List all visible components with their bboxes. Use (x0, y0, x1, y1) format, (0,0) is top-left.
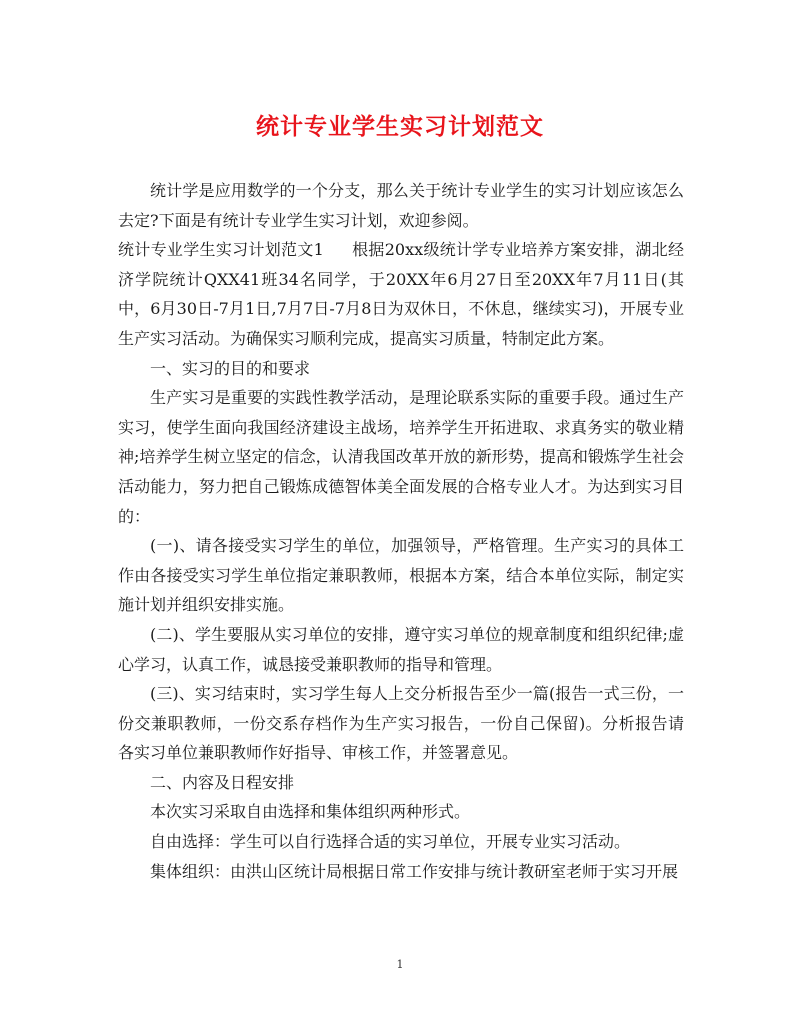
section-heading: 一、实习的目的和要求 (150, 358, 311, 378)
document-title: 统计专业学生实习计划范文 (256, 114, 544, 140)
paragraph: (三)、实习结束时，实习学生每人上交分析报告至少一篇(报告一式三份，一份交兼职教师，一份交系存档作为生产实习报告，一份自己保留)。分析报告请各实习单位兼职教师作好指导、审核工作，并签署意见。 (118, 684, 684, 763)
paragraph: (二)、学生要服从实习单位的安排，遵守实习单位的规章制度和组织纪律;虚心学习，认真工作，诚恳接受兼职教师的指导和管理。 (118, 624, 684, 674)
paragraph (118, 235, 684, 353)
paragraph: 本次实习采取自由选择和集体组织两种形式。 (150, 802, 471, 822)
page-number: 1 (396, 958, 404, 971)
paragraph-text: 根据20xx级统计学专业培养方案安排，湖北经济学院统计QXX41班34名同学，于20XX年6月27日至20XX年7月11日(其中，6月30日-7月1日,7月7日-7月8日为双休日，不休息，继续实习)，开展专业生产实习活动。为确保实习顺利完成，提高实习质量，特制定此方案。 (118, 240, 684, 348)
section-heading: 二、内容及日程安排 (150, 772, 295, 792)
paragraph: (一)、请各接受实习学生的单位，加强领导，严格管理。生产实习的具体工作由各接受实习学生单位指定兼职教师，根据本方案，结合本单位实际，制定实施计划并组织安排实施。 (118, 536, 684, 615)
paragraph: 自由选择：学生可以自行选择合适的实习单位，开展专业实习活动。 (150, 832, 631, 852)
paragraph-lead: 统计专业学生实习计划范文1 (118, 240, 324, 260)
paragraph: 集体组织：由洪山区统计局根据日常工作安排与统计教研室老师于实习开展 (150, 861, 679, 881)
paragraph: 生产实习是重要的实践性教学活动，是理论联系实际的重要手段。通过生产实习，使学生面向我国经济建设主战场，培养学生开拓进取、求真务实的敬业精神;培养学生树立坚定的信念，认清我国改革开放的新形势，提高和锻炼学生社会活动能力，努力把自己锻炼成德智体美全面发展的合格专业人才。为达到实习目的： (118, 388, 684, 526)
document-body (118, 176, 684, 886)
paragraph: 统计学是应用数学的一个分支，那么关于统计专业学生的实习计划应该怎么去定?下面是有统计专业学生实习计划，欢迎参阅。 (118, 181, 684, 230)
